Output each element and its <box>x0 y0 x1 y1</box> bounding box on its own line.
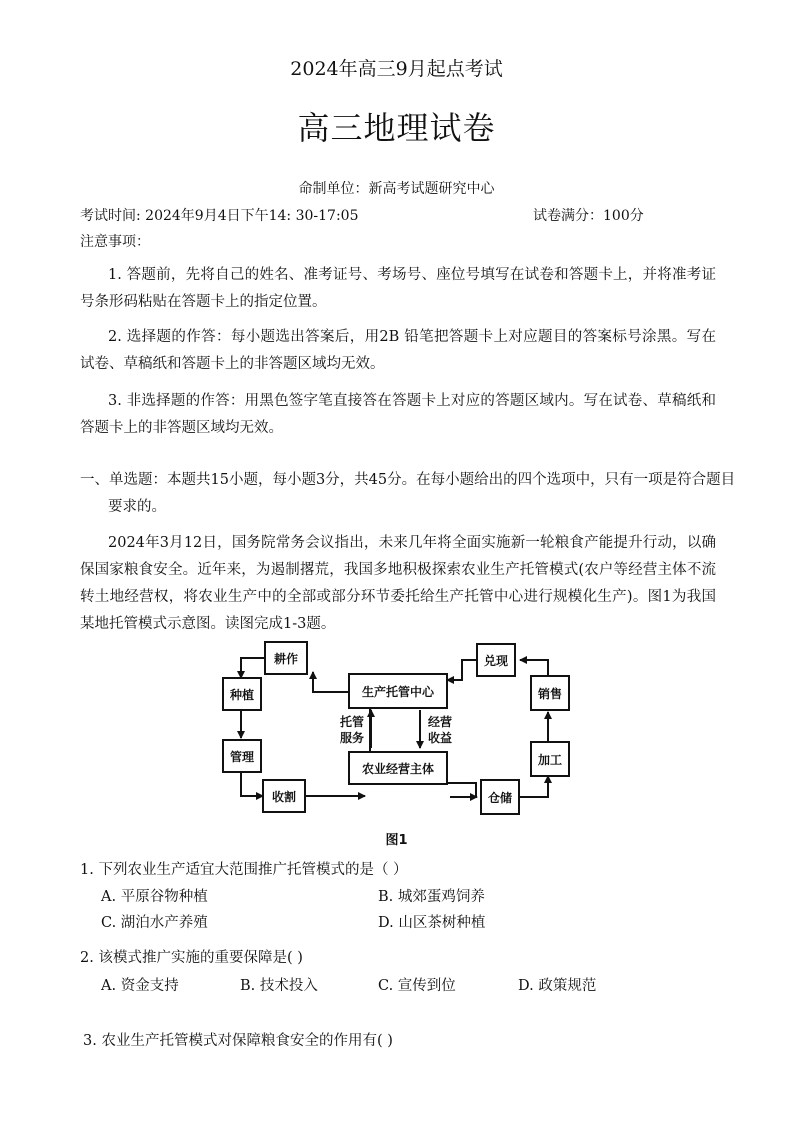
notice-title: 注意事项： <box>80 234 150 250</box>
question-2-option-d: D. 政策规范 <box>518 978 597 994</box>
node-duixian: 兑现 <box>483 654 509 668</box>
question-1-option-a: A. 平原谷物种植 <box>101 889 208 905</box>
label-jingying-1: 经营 <box>427 715 453 729</box>
notice-2: 2. 选择题的作答：每小题选出答案后，用2B 铅笔把答题卡上对应题目的答案标号涂黑。写在试卷、草稿纸和答题卡上的非答题区域均无效。 <box>80 329 716 372</box>
label-tuoguan-2: 服务 <box>339 731 365 745</box>
node-jiagong: 加工 <box>537 753 563 767</box>
passage: 2024年3月12日，国务院常务会议指出，未来几年将全面实施新一轮粮食产能提升行动，以确保国家粮食安全。近年来，为遏制撂荒，我国多地积极探索农业生产托管模式(农户等经营主体不流转土地经营权，将农业生产中的全部或部分环节委托给生产托管中心进行规模化生产)。图1为我国某地托管模式示意图。读图完成1-3题。 <box>80 535 716 632</box>
notice-1: 1. 答题前，先将自己的姓名、准考证号、考场号、座位号填写在试卷和答题卡上，并将准考证号条形码粘贴在答题卡上的指定位置。 <box>80 267 716 310</box>
node-guanli: 管理 <box>229 750 255 764</box>
question-2-option-c: C. 宣传到位 <box>378 978 456 994</box>
exam-time: 考试时间: 2024年9月4日下午14: 30-17:05 <box>80 208 359 224</box>
node-zhongzhi: 种植 <box>229 688 255 702</box>
label-jingying-2: 收益 <box>427 731 453 745</box>
question-2-stem: 2. 该模式推广实施的重要保障是( ) <box>80 950 303 966</box>
question-2-option-a: A. 资金支持 <box>101 978 179 994</box>
node-cangchu: 仓储 <box>487 791 513 805</box>
figure-caption: 图1 <box>385 833 408 848</box>
node-center: 生产托管中心 <box>361 685 435 699</box>
node-subject: 农业经营主体 <box>361 762 435 776</box>
question-1-stem: 1. 下列农业生产适宜大范围推广托管模式的是（ ） <box>80 862 408 878</box>
question-1-option-d: D. 山区茶树种植 <box>378 915 486 931</box>
question-3-stem: 3. 农业生产托管模式对保障粮食安全的作用有( ) <box>83 1033 393 1049</box>
label-tuoguan-1: 托管 <box>339 715 365 729</box>
exam-subtitle: 2024年高三9月起点考试 <box>290 58 503 80</box>
page-title: 高三地理试卷 <box>297 109 496 147</box>
section-heading: 一、单选题：本题共15小题，每小题3分，共45分。在每小题给出的四个选项中，只有一项是符合题目要求的。 <box>80 472 736 515</box>
question-2-option-b: B. 技术投入 <box>240 978 318 994</box>
notice-3: 3. 非选择题的作答：用黑色签字笔直接答在答题卡上对应的答题区域内。写在试卷、草稿纸和答题卡上的非答题区域均无效。 <box>80 393 716 436</box>
node-shouge: 收割 <box>271 790 297 804</box>
node-gengzuo: 耕作 <box>273 652 299 666</box>
question-1-option-c: C. 湖泊水产养殖 <box>101 915 208 931</box>
farming-trusteeship-diagram <box>215 640 585 820</box>
full-score: 试卷满分：100分 <box>533 208 644 224</box>
node-xiaoshou: 销售 <box>537 687 563 701</box>
maker-line: 命制单位：新高考试题研究中心 <box>298 181 495 197</box>
question-1-option-b: B. 城郊蛋鸡饲养 <box>378 889 485 905</box>
